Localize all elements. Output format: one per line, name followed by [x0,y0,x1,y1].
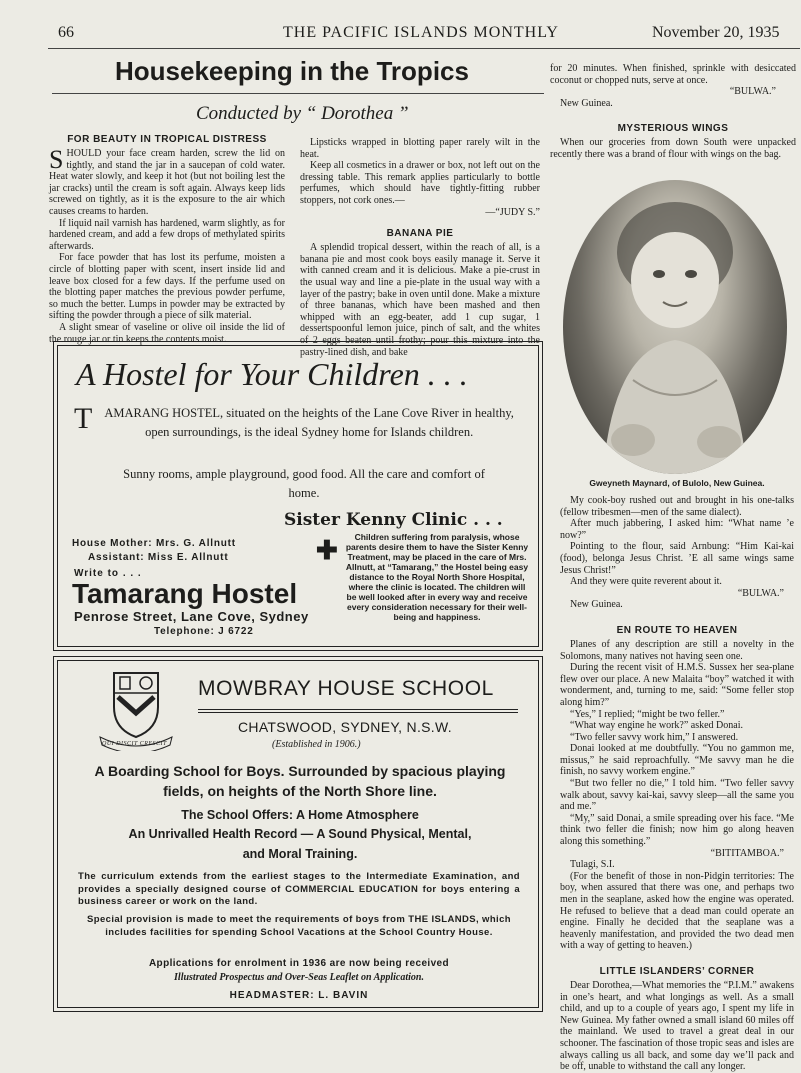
school-headmaster: HEADMASTER: L. BAVIN [229,990,369,1001]
en-route-paragraph-3: “Yes,” I replied; “might be two feller.” [570,708,725,720]
hostel-address: Penrose Street, Lane Cove, Sydney [74,609,309,624]
little-islanders-paragraph: Dear Dorothea,—What memories the “P.I.M.” awakens in one’s heart, and what longings as well. As a small child, and up to a couple of years ago, I spent my life in New Guinea. My father owned a small island 60 miles off the mainland. We used to travel a great deal in our schooner. The fascination of those tropic seas and isles are always calling us all back, and some day we’ll pack and be off, unable to withstand the call any longer. [560,979,794,1073]
bulwa-signature-2: “BULWA.” [737,587,784,599]
school-offers-2: An Unrivalled Health Record — A Sound Physical, Mental, [128,827,472,841]
banana-pie-continued: for 20 minutes. When finished, sprinkle with desiccated coconut or chopped nuts, serve at once. [550,63,796,86]
en-route-heading: EN ROUTE TO HEAVEN [616,624,738,636]
school-curriculum: The curriculum extends from the earliest stages to the Intermediate Examination, and provides a specially designed course of COMMERCIAL EDUCATION for boys entering a business career or work on the land. [78,871,520,908]
beauty-paragraph-3: For face powder that has lost its perfume, moisten a circle of blotting paper with scent, insert inside lid and leave box closed for a few days. If the perfume used on the blotting paper matches the previous powder perfume, so much the better. Lumps in powder may be extracted by sifting the powder through a piece of silk material. [49,252,285,322]
hostel-telephone: Telephone: J 6722 [154,626,254,637]
cosmetics-paragraph: Keep all cosmetics in a drawer or box, not left out on the dressing table. This remark applies particularly to bottle perfumes, which should have tightly-fitting rubber stoppers, not cork ones.— [300,160,540,206]
school-location: CHATSWOOD, SYDNEY, N.S.W. [238,719,452,735]
little-islanders-heading: LITTLE ISLANDERS’ CORNER [599,965,755,977]
hostel-advertisement [57,345,539,647]
title-rule [52,93,544,94]
write-to: Write to . . . [74,568,142,579]
issue-date: November 20, 1935 [652,24,780,41]
school-applications: Applications for enrolment in 1936 are now being received [148,958,450,969]
school-offers-1: The School Offers: A Home Atmosphere [181,808,419,822]
assistant: Assistant: Miss E. Allnutt [88,552,229,563]
school-established: (Established in 1906.) [272,739,361,750]
hostel-drop-cap: T [74,402,93,435]
header-rule [48,48,800,49]
school-offers-3: and Moral Training. [242,847,358,861]
en-route-paragraph-4: “What way engine he work?” asked Donai. [570,720,743,732]
en-route-paragraph-5: “Two feller savvy work him,” I answered. [570,731,739,743]
en-route-paragraph-2: During the recent visit of H.M.S. Sussex her sea-plane flew over our place. A new Malaita “boy” watched it with wonderment, and, turning to me, said: “Some feller stop along him?” [560,662,794,708]
school-name-rule-2 [198,712,518,713]
school-motto: QUI DISCIT CRESCIT [102,741,167,747]
en-route-paragraph-8: “My,” said Donai, a smile spreading over his face. “Me think two feller die finish; now him go along heaven along this something.” [560,812,794,848]
school-advertisement [57,660,539,1008]
hostel-name: Tamarang Hostel [72,578,298,609]
wings-paragraph-1: When our groceries from down South were unpacked recently there was a brand of flour with wings on the bag. [550,137,796,160]
school-crest-icon [94,667,178,751]
byline: Conducted by “ Dorothea ” [196,103,409,124]
red-cross-icon: ✚ [316,536,338,565]
bulwa-signature-1: “BULWA.” [729,86,776,98]
wings-paragraph-2: My cook-boy rushed out and brought in his one-talks (fellow tribesmen—men of the same dialect). [560,495,794,518]
photo-caption: Gweyneth Maynard, of Bulolo, New Guinea. [589,478,765,488]
hostel-amenities: Sunny rooms, ample playground, good food. All the care and comfort of home. [123,467,485,500]
page-number: 66 [58,24,74,41]
beauty-paragraph-1: SHOULD your face cream harden, screw the lid on tightly, and stand the jar in a saucepan of cold water. Heat water slowly, and keep it hot (but not boiling lest the jar cracks) until the cream is soft again. Always keep lids screwed on tightly, as it is the exposure to the air which causes creams to harden. [49,145,285,217]
banana-pie-paragraph: A splendid tropical dessert, within the reach of all, is a banana pie and most cook boys easily manage it. Serve it with canned cream and it is delicious. Make a pie-crust in the usual way and line a pie-plate in the usual way with a layer of the pastry; bake in oven until done. Make a mixture of three bananas, which have been mashed and then whipped with an egg-beater, add 1 cup sugar, 1 dessertspoonful lemon juice, pinch of salt, and the whites of 2 eggs beaten until frothy; pour this mixture into the pastry-lined dish, and bake [300,242,540,358]
column-right [550,63,796,161]
school-prospectus: Illustrated Prospectus and Over-Seas Leaflet on Application. [174,972,424,983]
beauty-heading: FOR BEAUTY IN TROPICAL DISTRESS [67,134,267,145]
clinic-title: Sister Kenny Clinic . . . [284,510,503,530]
place-new-guinea-2: New Guinea. [570,599,623,611]
child-photo-image [563,180,787,474]
lipstick-paragraph: Lipsticks wrapped in blotting paper rarely wilt in the heat. [300,137,540,160]
wings-paragraph-5: And they were quite reverent about it. [570,576,722,588]
en-route-paragraph-9: (For the benefit of those in non-Pidgin territories: The boy, when assured that there was one, and perhaps two men in the seaplane, asked how the engine was operated. He refused to believe that a dead man could operate an engine. Finally he decided that the seaplane was a heavenly manifestation, and provided the two dead men with a way of getting to heaven.) [560,870,794,952]
section-title: Housekeeping in the Tropics [115,56,469,86]
house-mother: House Mother: Mrs. G. Allnutt [72,538,236,549]
wings-paragraph-3: After much jabbering, I asked him: “What name ’e now?” [560,518,794,541]
school-special-provision: Special provision is made to meet the requirements of boys from THE ISLANDS, which includes facilities for spending School Vacations at the School Country House. [87,914,511,938]
en-route-paragraph-7: “But two feller no die,” I told him. “Two feller savvy walk about, savvy kai-kai, savvy sleep—all the same you and me.” [560,778,794,813]
beauty-paragraph-2: If liquid nail varnish has hardened, warm slightly, as for hardened cream, and add a few drops of methylated spirits afterwards. [49,217,285,252]
column-lipstick-banana [300,137,540,358]
hostel-intro: TAMARANG HOSTEL, situated on the heights of the Lane Cove River in healthy, open surroundings, is the ideal Sydney home for Islands children. [74,402,514,439]
bititamboa-signature: “BITITAMBOA.” [710,847,784,859]
drop-cap: S [49,145,64,174]
school-name: MOWBRAY HOUSE SCHOOL [198,677,494,700]
judy-signature: —“JUDY S.” [485,206,540,218]
en-route-paragraph-6: Donai looked at me doubtfully. “You no gammon me, missus,” he said reproachfully. “Me savvy man he die finish, no savvy workem engine.” [560,743,794,778]
banana-pie-heading: BANANA PIE [386,228,454,240]
place-tulagi: Tulagi, S.I. [570,859,615,871]
beauty-paragraph-4: A slight smear of vaseline or olive oil inside the lid of the rouge jar or tin keeps the contents moist. [49,321,285,345]
publication-title: THE PACIFIC ISLANDS MONTHLY [283,24,559,41]
column-right-lower [560,495,794,1073]
clinic-description: Children suffering from paralysis, whose parents desire them to have the Sister Kenny Treatment, may be placed in the care of Mrs. Allnutt, at “Tamarang,” the Hostel being easy distance to the Royal North Shore Hospital, where the clinic is located. The children will be well looked after in every way and receive every consideration necessary for their well-being and happiness. [345,532,529,622]
column-beauty [49,134,285,345]
wings-paragraph-4: Pointing to the flour, said Arnbung: “Him Kai-kai (food), belonga Jesus Christ. ’E all same wings same Jesus Christ!” [560,541,794,576]
school-tagline: A Boarding School for Boys. Surrounded by spacious playing fields, on heights of the North Shore line. [94,763,506,799]
mysterious-wings-heading: MYSTERIOUS WINGS [617,123,729,135]
school-name-rule [198,709,518,710]
child-photo [563,180,787,474]
place-new-guinea-1: New Guinea. [560,97,613,109]
en-route-paragraph-1: Planes of any description are still a novelty in the Solomons, many natives not having seen one. [560,638,794,662]
hostel-headline: A Hostel for Your Children . . . [76,356,468,392]
